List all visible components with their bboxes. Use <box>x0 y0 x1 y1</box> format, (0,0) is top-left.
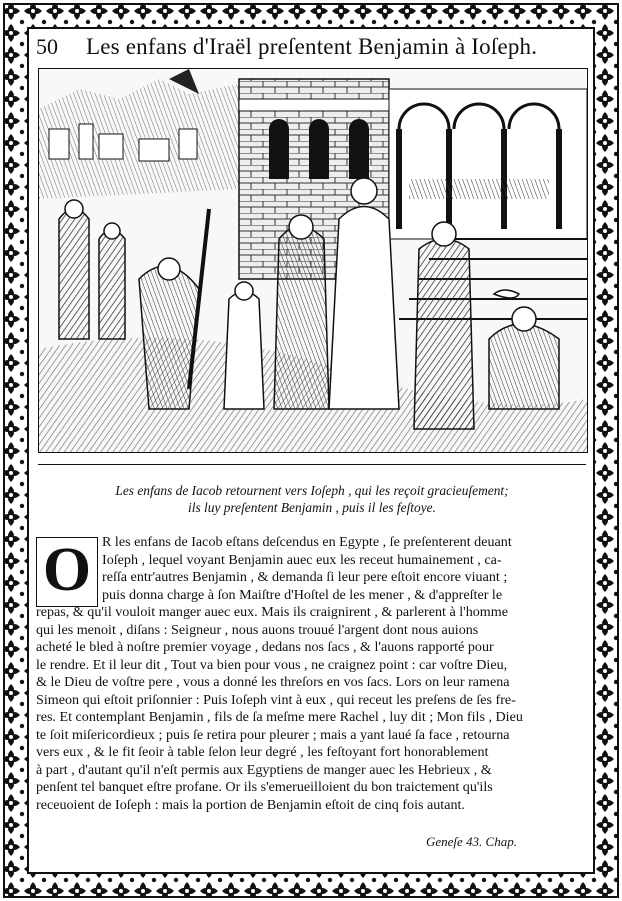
text-line: qui les menoit , diſans : Seigneur , nous auons trouué l'argent dont nous auions <box>36 621 479 638</box>
page-title: Les enfans d'Iraël preſentent Benjamin à Ioſeph. <box>86 34 538 59</box>
text-line: reſſa entr'autres Benjamin , & demanda ſi leur pere eſtoit encore viuant ; <box>102 569 508 585</box>
page-header <box>34 34 588 64</box>
scripture-reference: Geneſe 43. Chap. <box>426 834 517 849</box>
text-line: te ſoit miſericordieux ; puis ſe retira pour pleurer ; mais a yant laué ſa face , retourna <box>36 726 510 743</box>
page-number: 50 <box>36 34 58 59</box>
text-line: le rendre. Et il leur dit , Tout va bien pour vous , ne craignez point : car voſtre Dieu, <box>36 656 508 673</box>
text-line: à part , d'autant qu'il n'eſt permis aux Egyptiens de manger auec les Hebrieux , & <box>36 761 492 778</box>
text-line: Simeon qui eſtoit priſonnier : Puis Ioſeph vint à eux , qui receut les preſens de ſes fre- <box>36 691 516 708</box>
caption <box>40 482 584 516</box>
caption-line: Les enfans de Iacob retournent vers Ioſeph , qui les reçoit gracieuſement; <box>115 483 509 498</box>
caption-line: ils luy preſentent Benjamin , puis il les feſtoye. <box>188 500 436 515</box>
text-line: penſent tel banquet eſtre profane. Or ils s'emerueilloient du bon traictement qu'ils <box>36 779 493 795</box>
text-line: acheté le bled à noſtre premier voyage , dedans nos ſacs , & l'auons rapporté pour <box>36 639 494 655</box>
dropcap-letter: O <box>42 536 92 604</box>
text-line: & le Dieu de voſtre pere , vous a donné les threſors en vos ſacs. Lors on leur ramena <box>36 674 510 690</box>
text-line: receuoient de Ioſeph : mais la portion de Benjamin eſtoit de cinq fois autant. <box>36 796 465 813</box>
text-line: vers eux , & le fit ſeoir à table ſelon leur degré , les feſtoyant fort honorablement <box>36 744 489 760</box>
text-line: R les enfans de Iacob eſtans deſcendus en Egypte , ſe preſenterent deuant <box>102 534 512 550</box>
text-line: Ioſeph , lequel voyant Benjamin auec eux les receut humainement , ca- <box>102 551 502 568</box>
woodcut-illustration-icon <box>39 69 587 452</box>
body-text <box>36 534 590 814</box>
text-line: res. Et contemplant Benjamin , fils de ſa meſme mere Rachel , luy dit ; Mon fils , Dieu <box>36 709 523 725</box>
text-line: puis donna charge à ſon Maiſtre d'Hoſtel de les mener , & d'appreſter le <box>102 586 503 603</box>
woodcut-illustration <box>38 68 588 453</box>
text-line: repas, & qu'il vouloit manger auec eux. Mais ils craignirent , & parlerent à l'homme <box>36 604 508 620</box>
caption-rule <box>38 464 586 465</box>
